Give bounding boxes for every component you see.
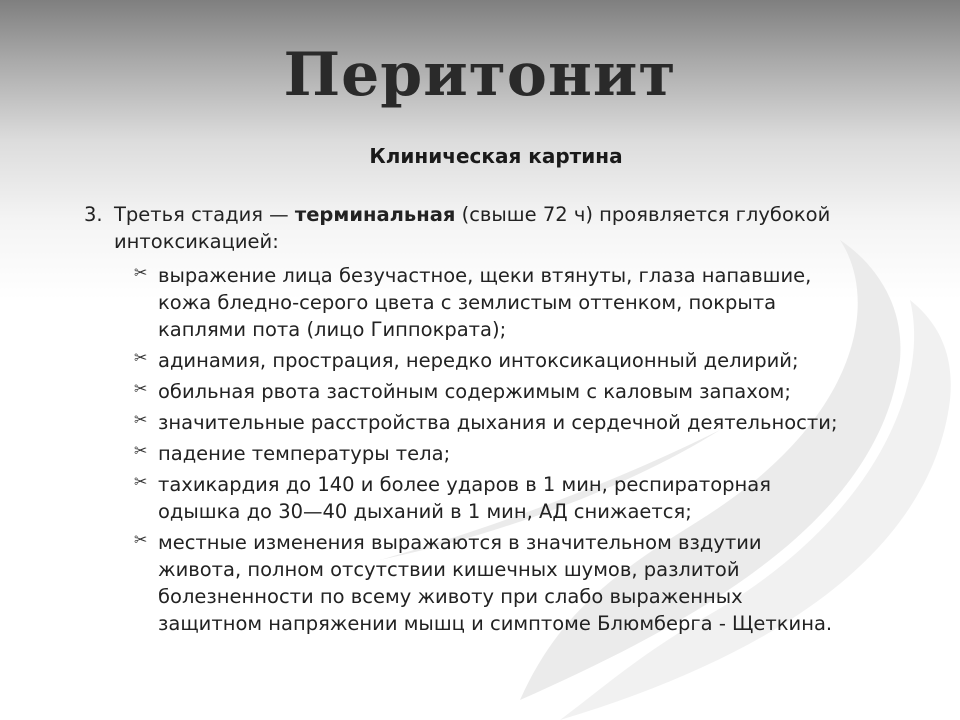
scissors-icon: ✂ xyxy=(134,472,148,491)
list-item xyxy=(134,262,924,343)
stage-text-after: (свыше 72 ч) проявляется глубокой xyxy=(455,203,831,226)
scissors-icon: ✂ xyxy=(134,348,148,367)
list-item xyxy=(134,409,924,436)
stage-heading xyxy=(84,201,884,255)
stage-continuation: интоксикацией: xyxy=(114,230,279,253)
item-line: кожа бледно-серого цвета с землистым оттенком, покрыта xyxy=(158,291,777,314)
slide-subtitle: Клиническая картина xyxy=(369,144,623,168)
item-line: выражение лица безучастное, щеки втянуты, глаза напавшие, xyxy=(158,264,812,287)
item-line: одышка до 30—40 дыханий в 1 мин, АД снижается; xyxy=(158,500,692,523)
item-line: болезненности по всему животу при слабо выраженных xyxy=(158,585,743,608)
scissors-icon: ✂ xyxy=(134,410,148,429)
item-line: каплями пота (лицо Гиппократа); xyxy=(158,318,507,341)
item-line: обильная рвота застойным содержимым с каловым запахом; xyxy=(158,380,791,403)
item-line: тахикардия до 140 и более ударов в 1 мин, респираторная xyxy=(158,473,771,496)
stage-text-before: Третья стадия — xyxy=(114,203,295,226)
list-item xyxy=(134,347,924,374)
scissors-icon: ✂ xyxy=(134,379,148,398)
scissors-icon: ✂ xyxy=(134,530,148,549)
item-line: падение температуры тела; xyxy=(158,442,451,465)
list-item xyxy=(134,529,924,637)
list-item xyxy=(134,378,924,405)
stage-bold-term: терминальная xyxy=(294,203,456,226)
item-line: местные изменения выражаются в значительном вздутии xyxy=(158,531,762,554)
item-line: живота, полном отсутствии кишечных шумов, разлитой xyxy=(158,558,740,581)
item-line: защитном напряжении мышц и симптоме Блюмберга - Щеткина. xyxy=(158,612,833,635)
symptom-list xyxy=(134,262,924,641)
slide-title: Перитонит xyxy=(283,40,677,110)
list-item xyxy=(134,440,924,467)
list-item xyxy=(134,471,924,525)
item-line: значительные расстройства дыхания и сердечной деятельности; xyxy=(158,411,838,434)
stage-number: 3. xyxy=(84,203,103,226)
scissors-icon: ✂ xyxy=(134,441,148,460)
scissors-icon: ✂ xyxy=(134,263,148,282)
item-line: адинамия, прострация, нередко интоксикационный делирий; xyxy=(158,349,799,372)
